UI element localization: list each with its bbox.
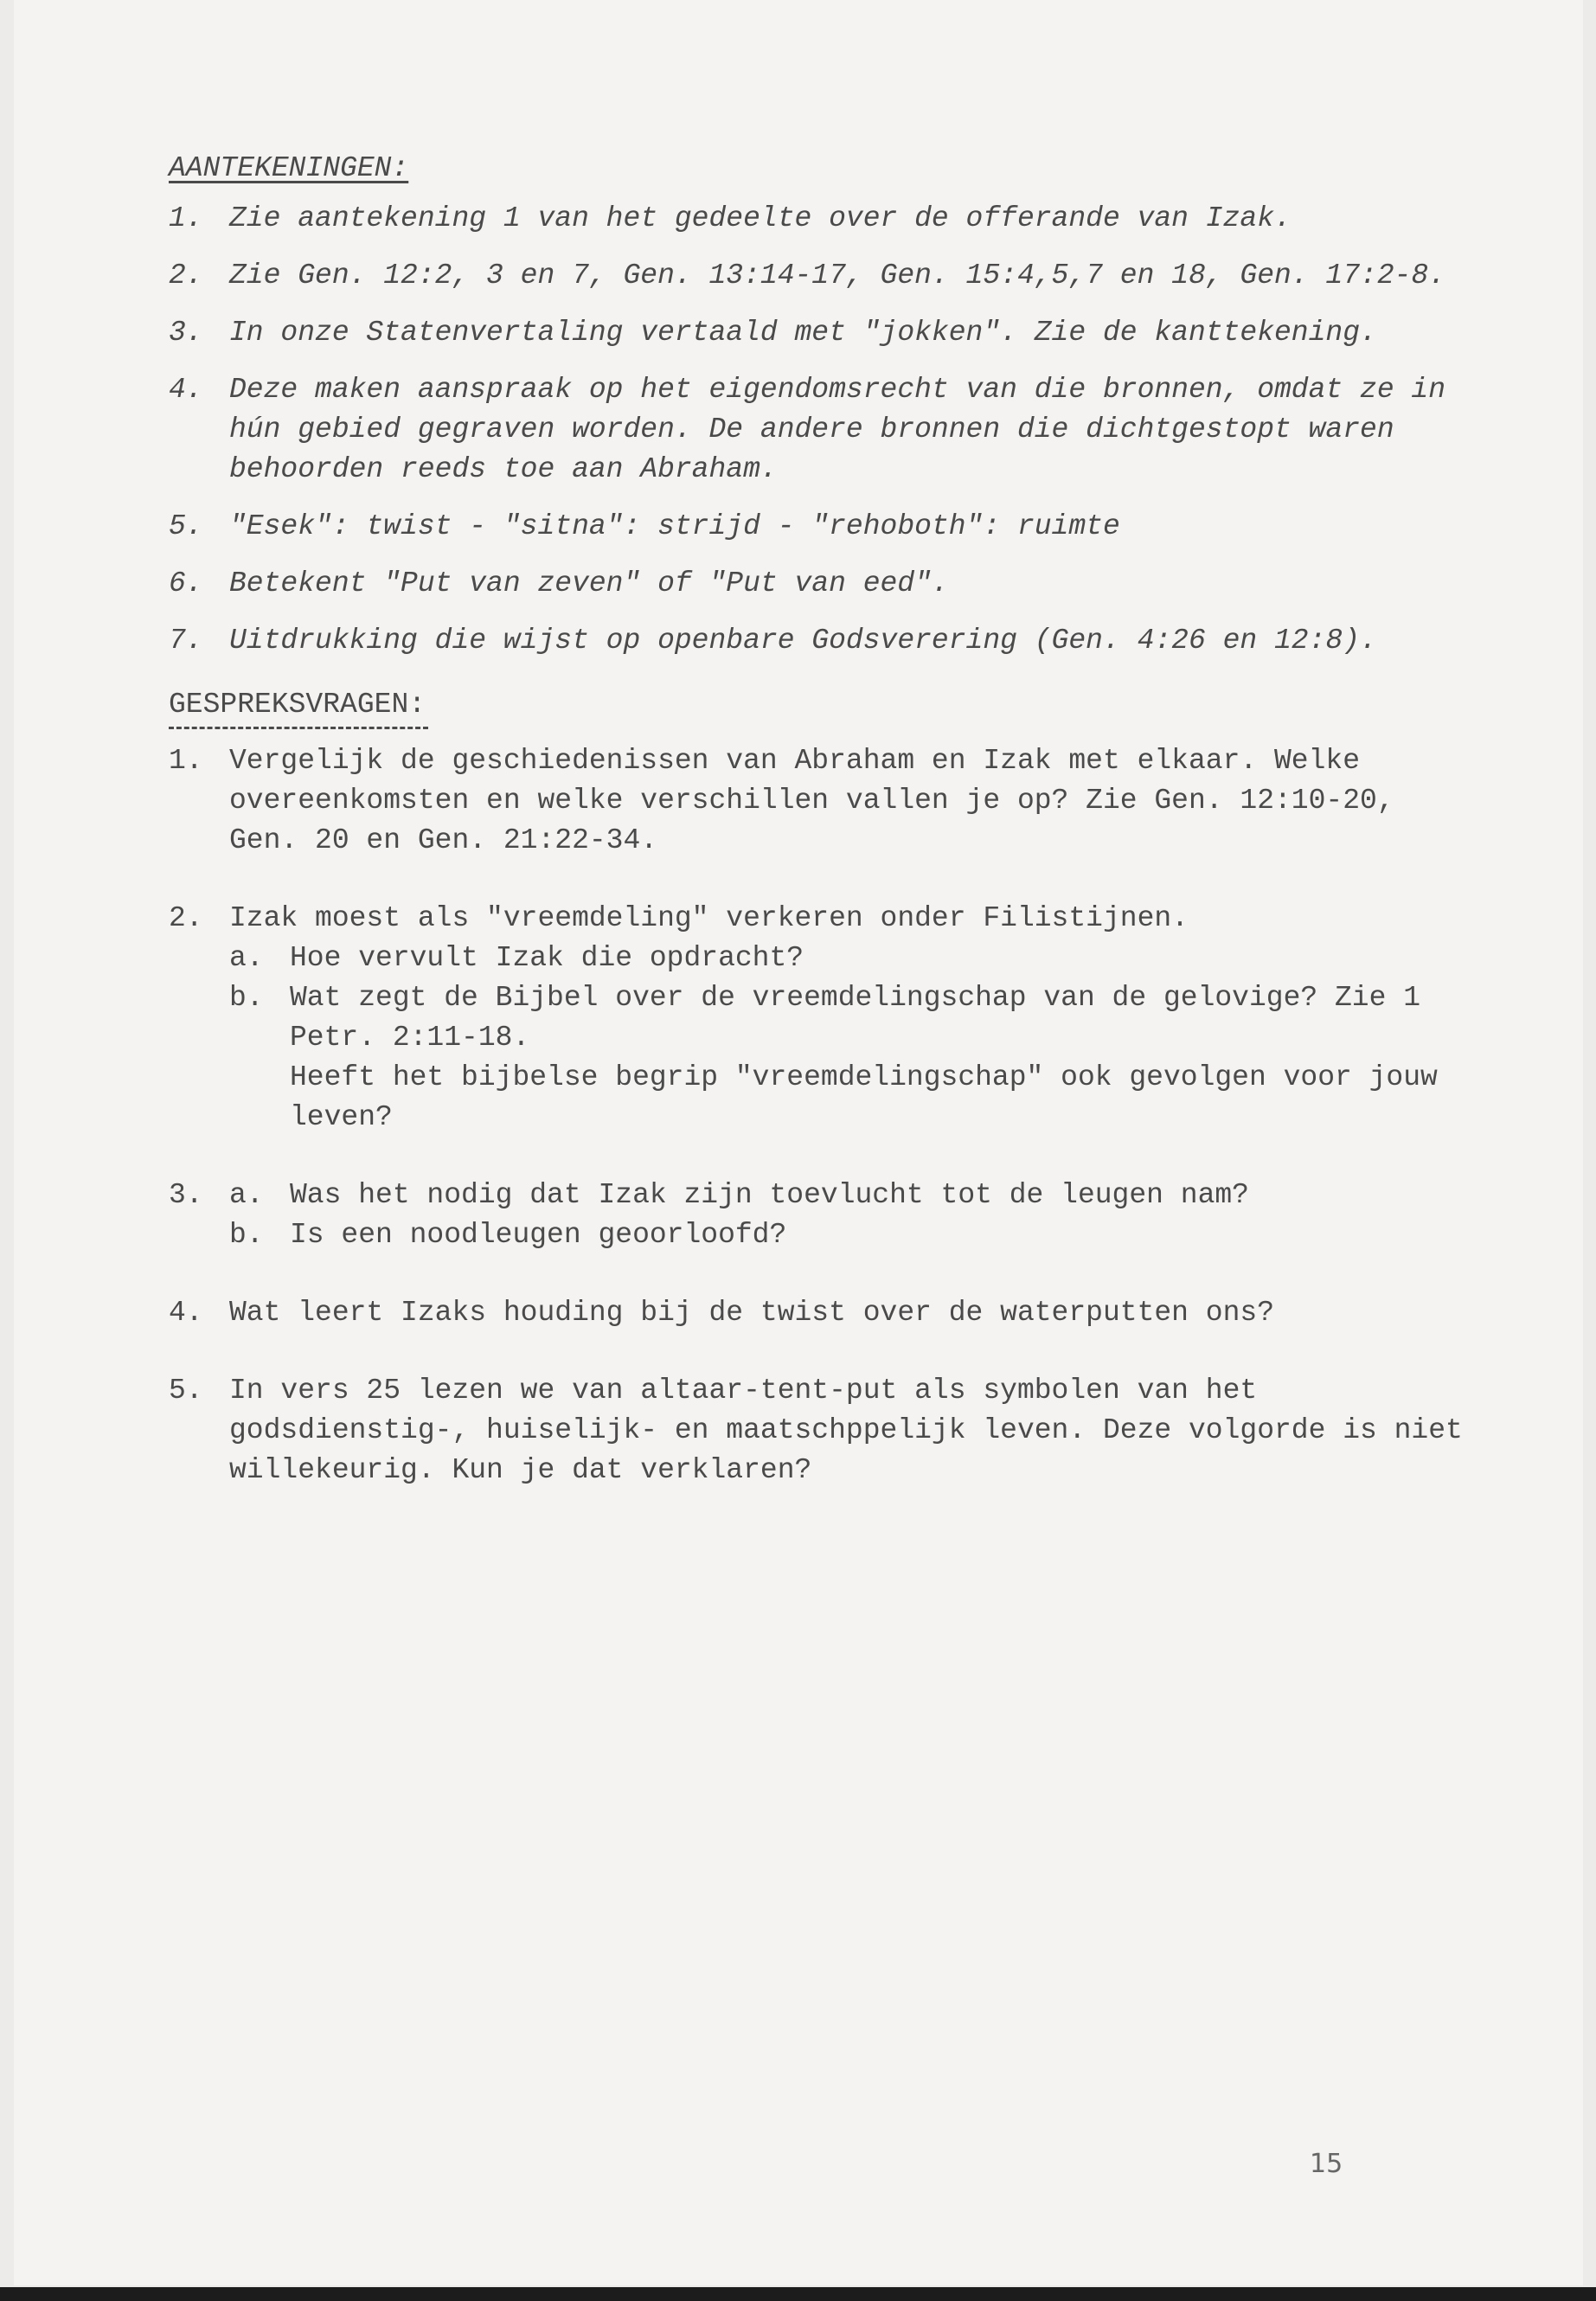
questions-list [169, 741, 1466, 1490]
question-text: Wat leert Izaks houding bij de twist over de waterputten ons? [229, 1297, 1274, 1329]
note-number: 2. [169, 260, 203, 292]
notes-section [169, 149, 1466, 661]
note-number: 5. [169, 510, 203, 542]
question-body [229, 1176, 1466, 1255]
question-item [169, 899, 1466, 1138]
note-item [169, 199, 1466, 239]
question-text: Vergelijk de geschiedenissen van Abraham en Izak met elkaar. Welke overeenkomsten en welke verschillen vallen je op? Zie Gen. 12:10-20, Gen. 20 en Gen. 21:22-34. [229, 745, 1394, 856]
note-text: Betekent "Put van zeven" of "Put van eed". [229, 567, 949, 599]
question-number: 2. [169, 902, 203, 934]
note-text: In onze Statenvertaling vertaald met "jokken". Zie de kanttekening. [229, 317, 1377, 349]
question-item [169, 1371, 1466, 1490]
note-number: 6. [169, 567, 203, 599]
question-number: 5. [169, 1375, 203, 1407]
question-text: In vers 25 lezen we van altaar-tent-put als symbolen van het godsdienstig-, huiselijk- en maatschppelijk leven. Deze volgorde is niet willekeurig. Kun je dat verklaren? [229, 1375, 1463, 1486]
note-text: Zie Gen. 12:2, 3 en 7, Gen. 13:14-17, Gen. 15:4,5,7 en 18, Gen. 17:2-8. [229, 260, 1446, 292]
sub-question-text: Wat zegt de Bijbel over de vreemdelingschap van de gelovige? Zie 1 Petr. 2:11-18. [290, 982, 1421, 1054]
question-body [229, 899, 1466, 1138]
sub-question [229, 1176, 1466, 1215]
sub-question-text: Is een noodleugen geoorloofd? [290, 1219, 787, 1251]
sub-question-letter: b. [229, 1219, 264, 1251]
sub-question-body [290, 978, 1466, 1138]
note-item [169, 313, 1466, 353]
sub-question [229, 939, 1466, 978]
sub-question-letter: a. [229, 942, 264, 974]
notes-list [169, 199, 1466, 661]
note-text: Deze maken aanspraak op het eigendomsrecht van die bronnen, omdat ze in hún gebied gegraven worden. De andere bronnen die dichtgestopt waren behoorden reeds toe aan Abraham. [229, 374, 1446, 485]
sub-question [229, 978, 1466, 1138]
note-number: 3. [169, 317, 203, 349]
sub-question [229, 1215, 1466, 1255]
note-text: Uitdrukking die wijst op openbare Godsverering (Gen. 4:26 en 12:8). [229, 625, 1377, 657]
question-item [169, 741, 1466, 861]
note-text: "Esek": twist - "sitna": strijd - "rehoboth": ruimte [229, 510, 1120, 542]
question-item [169, 1293, 1466, 1333]
note-number: 1. [169, 202, 203, 234]
heading-underline [169, 727, 428, 741]
note-item [169, 256, 1466, 296]
questions-heading: GESPREKSVRAGEN: [169, 689, 426, 721]
note-item [169, 507, 1466, 547]
note-number: 7. [169, 625, 203, 657]
question-item [169, 1176, 1466, 1255]
sub-question-text: Was het nodig dat Izak zijn toevlucht tot de leugen nam? [290, 1179, 1249, 1211]
sub-question-text: Hoe vervult Izak die opdracht? [290, 942, 804, 974]
question-number: 3. [169, 1179, 203, 1211]
sub-question-letter: b. [229, 982, 264, 1014]
note-item [169, 564, 1466, 604]
note-text: Zie aantekening 1 van het gedeelte over de offerande van Izak. [229, 202, 1292, 234]
question-number: 1. [169, 745, 203, 777]
note-item [169, 370, 1466, 490]
question-text: Izak moest als "vreemdeling" verkeren onder Filistijnen. [229, 902, 1189, 934]
scan-edge [0, 2287, 1596, 2301]
note-item [169, 621, 1466, 661]
questions-section [169, 685, 1466, 1490]
page-number: 15 [1310, 2149, 1343, 2179]
question-number: 4. [169, 1297, 203, 1329]
sub-question-letter: a. [229, 1179, 264, 1211]
sub-question-extra: Heeft het bijbelse begrip "vreemdelingschap" ook gevolgen voor jouw leven? [290, 1061, 1438, 1133]
page-content [169, 149, 1466, 1529]
note-number: 4. [169, 374, 203, 406]
notes-heading: AANTEKENINGEN: [169, 152, 409, 184]
